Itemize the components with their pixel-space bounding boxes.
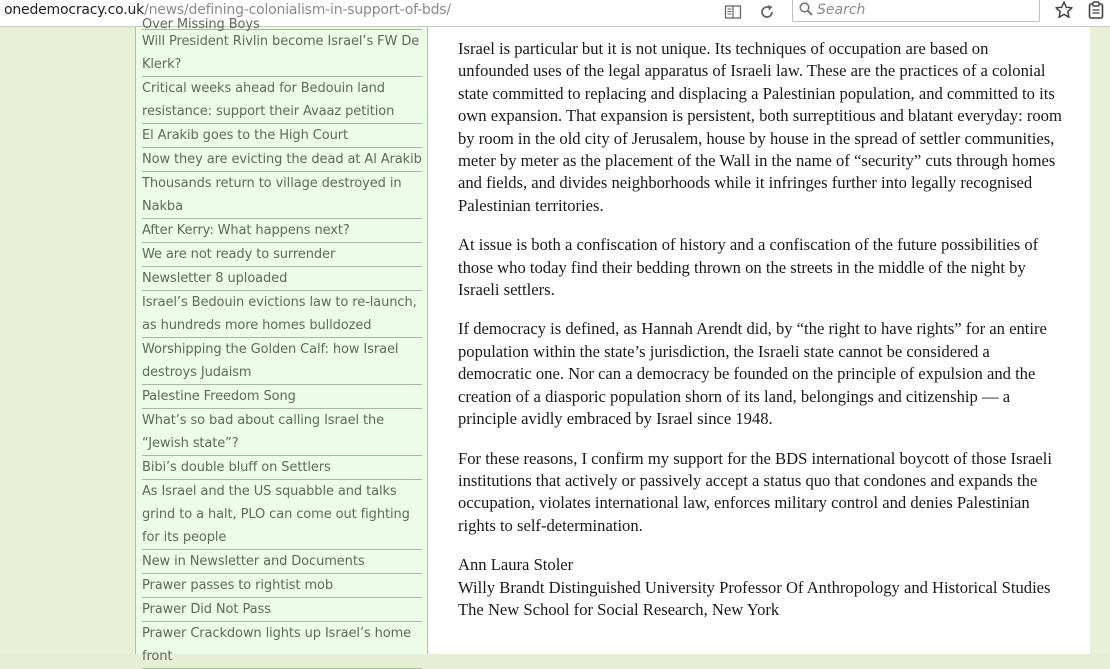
reload-icon[interactable] <box>758 3 776 21</box>
list-item[interactable] <box>142 16 422 30</box>
page-margin-left <box>0 27 135 654</box>
search-box[interactable] <box>792 0 1040 22</box>
list-item[interactable] <box>142 172 422 219</box>
list-item[interactable] <box>142 243 422 267</box>
news-link[interactable]: Prawer passes to rightist mob <box>142 578 334 593</box>
news-link[interactable]: Newsletter 8 uploaded <box>142 271 288 286</box>
list-item[interactable] <box>142 598 422 622</box>
list-item[interactable] <box>142 148 422 172</box>
news-list <box>142 16 422 669</box>
list-item[interactable] <box>142 219 422 243</box>
article-content <box>458 38 1063 621</box>
news-link[interactable]: We are not ready to surrender <box>142 247 336 262</box>
list-item[interactable] <box>142 291 422 338</box>
news-link[interactable]: Over Missing Boys <box>142 17 260 32</box>
article-paragraph: At issue is both a confiscation of history and a confiscation of the future possibilities of those who today find their bedding thrown on the streets in the middle of the night by Israeli settlers. <box>458 235 1039 300</box>
news-link[interactable]: Will President Rivlin become Israel’s FW De Klerk? <box>142 34 420 72</box>
article-paragraph: Israel is particular but it is not unique. Its techniques of occupation are based on unfounded uses of the legal apparatus of Israeli law. These are the practices of a colonial state committed to replacing and displacing a Palestinian population, and committed to its own expansion. That expansion is persistent, both surreptitious and blatant everyday: room by room in the old city of Jerusalem, house by house in the spread of settler communities, meter by meter as the placement of the Wall in the name of “security” cuts through homes and fields, and divides neighborhoods while it infringes further into legally recognised Palestinian territories. <box>458 39 1062 215</box>
url-path: /news/defining-colonialism-in-support-of-bds/ <box>144 2 451 18</box>
list-item[interactable] <box>142 622 422 669</box>
news-link[interactable]: Prawer Crackdown lights up Israel’s home front <box>142 626 412 664</box>
news-link[interactable]: Prawer Did Not Pass <box>142 602 271 617</box>
news-link[interactable]: New in Newsletter and Documents <box>142 554 365 569</box>
article-body <box>428 27 1090 654</box>
list-item[interactable] <box>142 550 422 574</box>
url-domain: onedemocracy.co.uk <box>4 2 145 18</box>
article-paragraph: For these reasons, I confirm my support for the BDS international boycott of those Israeli institutions that actively or passively accept a status quo that condones and expands the occupation, violates international law, enforces military control and denies Palestinian rights to self-determination. <box>458 448 1053 535</box>
list-item[interactable] <box>142 456 422 480</box>
article-paragraph: If democracy is defined, as Hannah Arendt did, by “the right to have rights” for an entire population within the state’s jurisdiction, the Israeli state cannot be considered a democratic one. Nor can a democracy be founded on the principle of expulsion and the creation of a diasporic population shorn of its land, belongings and citizenship — a principle avidly embraced by Israel since 1948. <box>458 319 1047 429</box>
news-link[interactable]: Critical weeks ahead for Bedouin land resistance: support their Avaaz petition <box>142 81 395 119</box>
news-link[interactable]: Bibi’s double bluff on Settlers <box>142 460 331 475</box>
news-link[interactable]: Thousands return to village destroyed in Nakba <box>142 176 402 214</box>
list-item[interactable] <box>142 385 422 409</box>
news-link[interactable]: After Kerry: What happens next? <box>142 223 350 238</box>
news-link[interactable]: El Arakib goes to the High Court <box>142 128 348 143</box>
list-item[interactable] <box>142 480 422 550</box>
search-input[interactable] <box>817 0 1027 20</box>
news-link[interactable]: Worshipping the Golden Calf: how Israel destroys Judaism <box>142 342 399 380</box>
news-link[interactable]: As Israel and the US squabble and talks grind to a halt, PLO can come out fighting for its people <box>142 484 410 545</box>
search-icon <box>798 1 814 17</box>
page-margin-right <box>1090 27 1110 654</box>
news-link[interactable]: Israel’s Bedouin evictions law to re-launch, as hundreds more homes bulldozed <box>142 295 417 333</box>
recent-news-sidebar <box>135 17 428 664</box>
list-item[interactable] <box>142 338 422 385</box>
list-item[interactable] <box>142 124 422 148</box>
news-link[interactable]: What’s so bad about calling Israel the “Jewish state”? <box>142 413 385 451</box>
list-item[interactable] <box>142 30 422 77</box>
list-item[interactable] <box>142 77 422 124</box>
signature-block <box>458 554 1063 621</box>
signatory-title: Willy Brandt Distinguished University Professor Of Anthropology and Historical Studies <box>458 577 1051 597</box>
signatory-name: Ann Laura Stoler <box>458 555 574 575</box>
clipboard-icon[interactable] <box>1087 0 1105 20</box>
bookmark-star-icon[interactable] <box>1054 0 1074 20</box>
list-item[interactable] <box>142 574 422 598</box>
signatory-institution: The New School for Social Research, New York <box>458 599 780 619</box>
news-link[interactable]: Palestine Freedom Song <box>142 389 296 404</box>
list-item[interactable] <box>142 409 422 456</box>
reader-view-icon[interactable] <box>724 3 742 21</box>
list-item[interactable] <box>142 267 422 291</box>
news-link[interactable]: Now they are evicting the dead at Al Arakib <box>142 152 422 167</box>
